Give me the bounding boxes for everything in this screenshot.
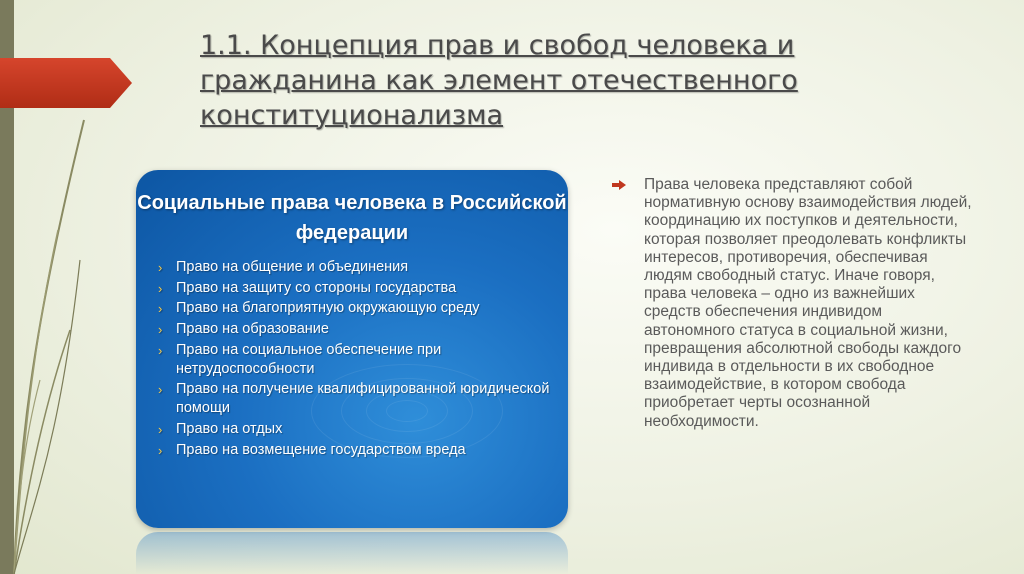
slide-title: 1.1. Концепция прав и свобод человека и гражданина как элемент отечественного конституционализма [200, 30, 798, 131]
rights-list-item [158, 279, 558, 298]
card-reflection [136, 532, 568, 574]
rights-list-item [158, 341, 558, 379]
chevron-right-icon: › [158, 422, 163, 438]
rights-list-item [158, 320, 558, 339]
arrow-bullet-icon [612, 180, 626, 190]
rights-list-item-label: Право на образование [176, 321, 329, 338]
rights-card [136, 170, 568, 528]
rights-list-item-label: Право на защиту со стороны государства [176, 279, 457, 296]
rights-list-item-label: Право на благоприятную окружающую среду [176, 300, 480, 317]
body-paragraph: Права человека представляют собой нормативную основу взаимодействия людей, координацию их поступков и деятельности, которая позволяет преодолевать конфликты интересов, противоречия, обеспечивая людям свободный статус. Иначе говоря, права человека – одно из важнейших средств обеспечения индивидом автономного статуса в социальной жизни, превращения абсолютной свободы каждого индивида в отдельности в их свободное взаимодействие, в котором свобода приобретает черты осознанной необходимости. [644, 176, 972, 430]
rights-list-item-label: Право на возмещение государством вреда [176, 441, 466, 458]
rights-list-item [158, 380, 558, 418]
title-arrow-tab [0, 58, 132, 108]
chevron-right-icon: › [158, 301, 163, 317]
rights-list-item-label: Право на получение квалифицированной юридической помощи [176, 381, 550, 417]
rights-list-item [158, 299, 558, 318]
rights-list-item [158, 258, 558, 277]
chevron-right-icon: › [158, 280, 163, 296]
rights-list-item [158, 441, 558, 460]
chevron-right-icon: › [158, 322, 163, 338]
chevron-right-icon: › [158, 342, 163, 358]
rights-card-wrapper [136, 170, 568, 528]
chevron-right-icon: › [158, 442, 163, 458]
chevron-right-icon: › [158, 260, 163, 275]
rights-list-item-label: Право на общение и объединения [176, 259, 409, 275]
rights-list-item-label: Право на отдых [176, 421, 283, 438]
chevron-right-icon: › [158, 382, 163, 398]
rights-list-item [158, 420, 558, 439]
card-title: Социальные права человека в Российской федерации [137, 192, 567, 244]
rights-list-item-label: Право на социальное обеспечение при нетрудоспособности [176, 341, 442, 377]
rights-list [158, 258, 558, 462]
